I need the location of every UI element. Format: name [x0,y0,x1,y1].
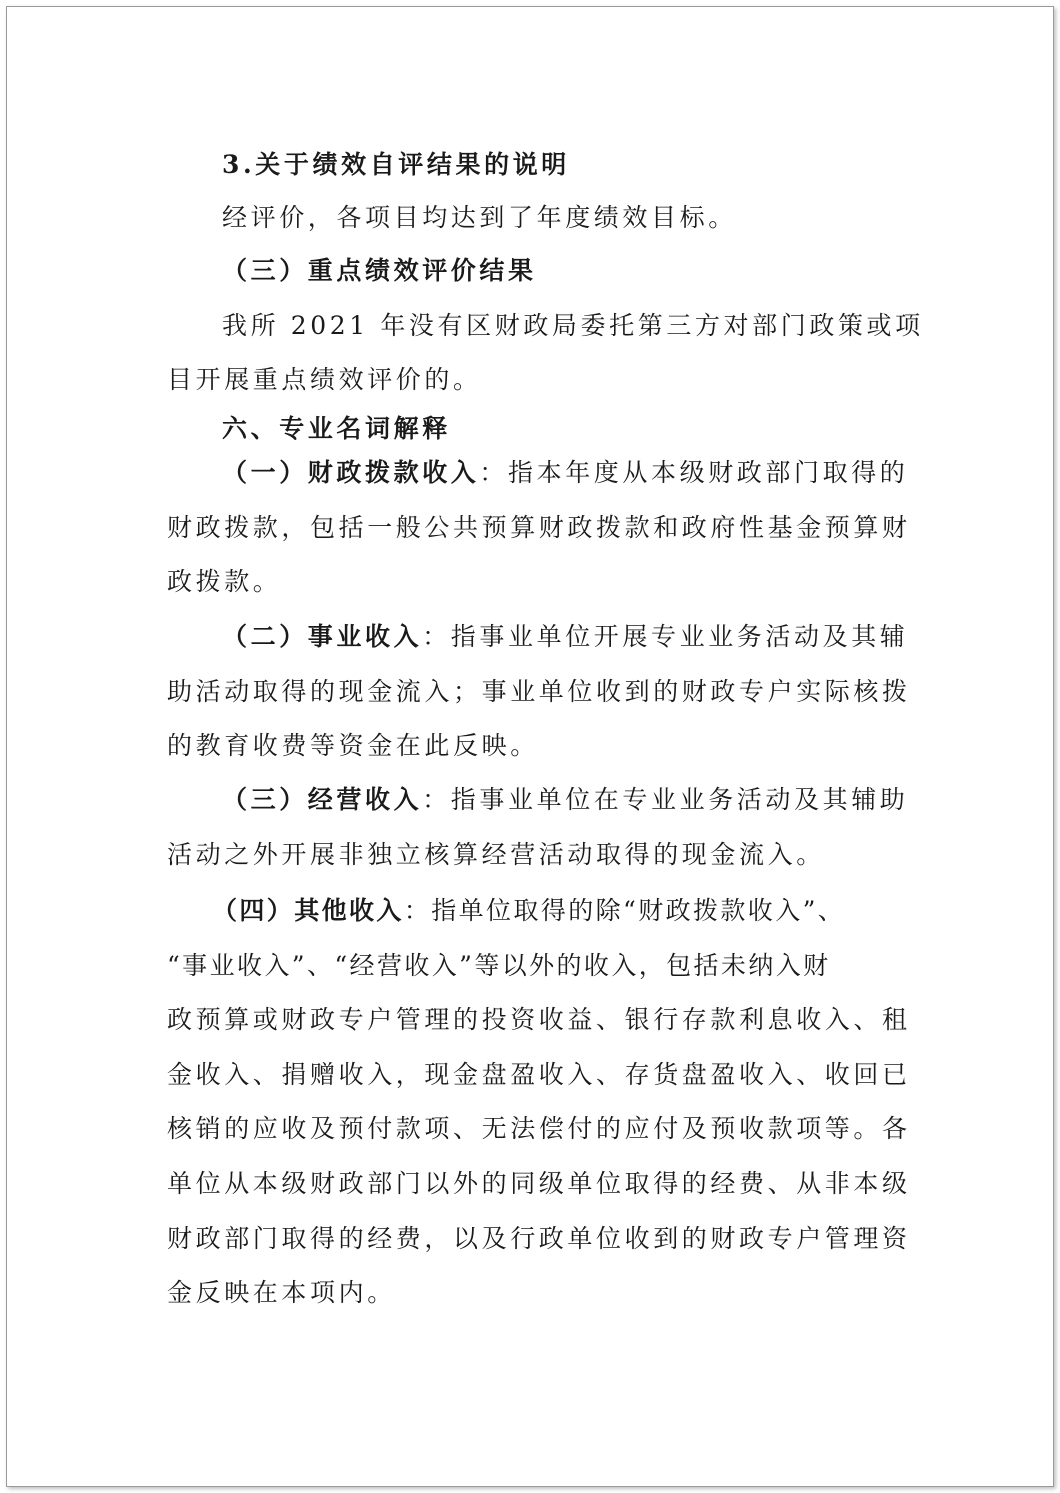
paragraph-line: 核销的应收及预付款项、无法偿付的应付及预收款项等。各 [167,1114,911,1143]
paragraph-line: 目开展重点绩效评价的。 [167,365,482,394]
paragraph-line: 金反映在本项内。 [167,1278,396,1307]
paragraph-line: 经评价，各项目均达到了年度绩效目标。 [222,203,737,232]
paragraph-line: 活动之外开展非独立核算经营活动取得的现金流入。 [167,840,825,869]
paragraph-line: 助活动取得的现金流入；事业单位收到的财政专户实际核拨 [167,677,911,706]
paragraph-line: “事业收入”、“经营收入”等以外的收入，包括未纳入财 [167,951,831,980]
term-definition: ：指单位取得的除“财政拨款收入”、 [403,896,846,925]
paragraph-line: 财政拨款，包括一般公共预算财政拨款和政府性基金预算财 [167,513,911,542]
term-paragraph-first-line [212,896,845,926]
term-fiscal-appropriation: （一）财政拨款收入 [222,458,480,487]
term-other-income: （四）其他收入 [212,896,404,925]
term-paragraph-first-line [222,785,908,815]
term-definition: ：指本年度从本级财政部门取得的 [479,458,909,487]
term-paragraph-first-line [222,622,908,652]
paragraph-line: 的教育收费等资金在此反映。 [167,731,539,760]
paragraph-line: 金收入、捐赠收入，现金盘盈收入、存货盘盈收入、收回已 [167,1060,911,1089]
subheading-self-evaluation-results: 3.关于绩效自评结果的说明 [222,150,570,179]
term-definition: ：指事业单位在专业业务活动及其辅助 [422,785,909,814]
term-definition: ：指事业单位开展专业业务活动及其辅 [422,622,909,651]
term-operating-income: （三）经营收入 [222,785,423,814]
paragraph-line: 政拨款。 [167,567,282,596]
paragraph-line: 财政部门取得的经费，以及行政单位收到的财政专户管理资 [167,1224,911,1253]
term-business-income: （二）事业收入 [222,622,423,651]
paragraph-line: 政预算或财政专户管理的投资收益、银行存款利息收入、租 [167,1005,911,1034]
term-paragraph-first-line [222,458,908,488]
subheading-key-evaluation: （三）重点绩效评价结果 [222,256,537,285]
paragraph-line: 单位从本级财政部门以外的同级单位取得的经费、从非本级 [167,1169,911,1198]
section-heading-terms: 六、专业名词解释 [222,414,451,443]
paragraph-line: 我所 2021 年没有区财政局委托第三方对部门政策或项 [222,311,924,340]
